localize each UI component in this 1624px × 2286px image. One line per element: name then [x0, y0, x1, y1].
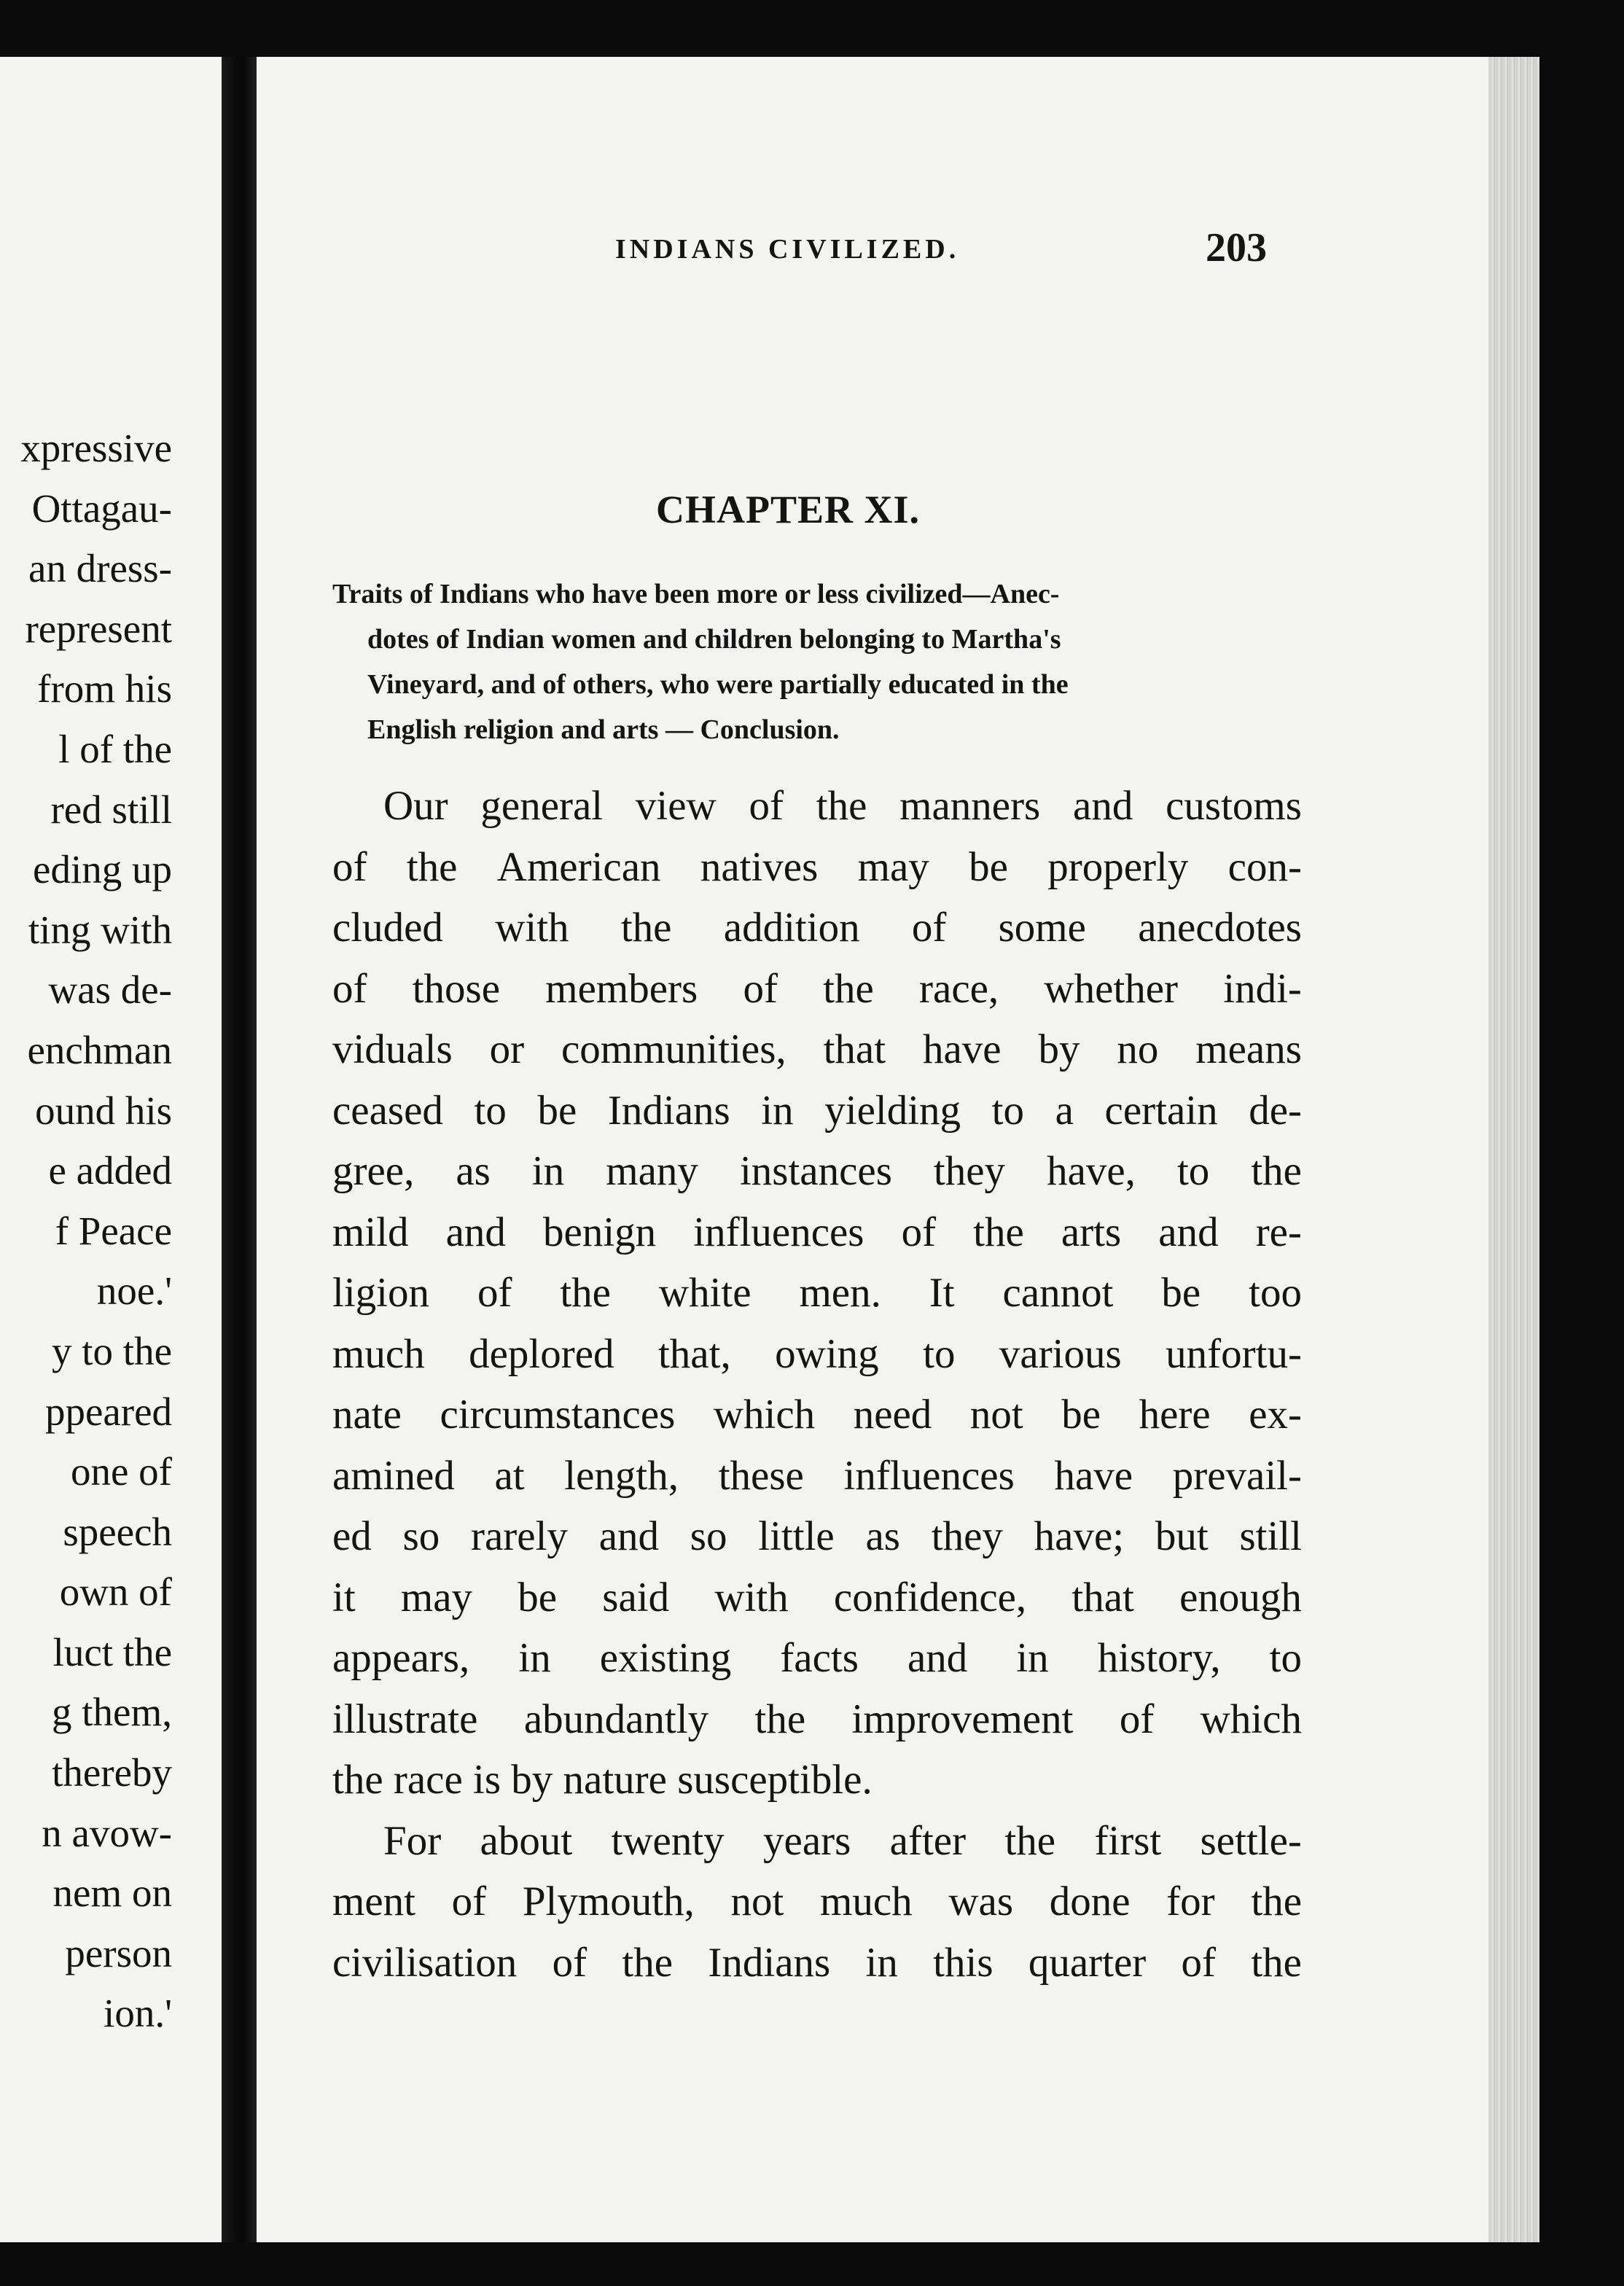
page-number: 203 — [1206, 225, 1267, 270]
body-line: of the American natives may be properly con- — [332, 843, 1302, 890]
body-line: gree, as in many instances they have, to the — [332, 1148, 1302, 1194]
summary-line: English religion and arts — Conclusion. — [367, 714, 840, 745]
left-page-text — [0, 418, 172, 2044]
body-line: of those members of the race, whether indi- — [332, 965, 1302, 1012]
left-page-fragment — [0, 57, 222, 2242]
left-page-line: person — [65, 1930, 172, 1975]
left-page-line: luct the — [52, 1629, 172, 1674]
left-page-line: ting with — [28, 907, 172, 952]
left-page-line: own of — [59, 1569, 172, 1615]
left-page-line: y to the — [52, 1328, 172, 1373]
book-gutter — [222, 57, 257, 2242]
body-line: the race is by nature susceptible. — [332, 1757, 872, 1803]
left-page-line: red still — [50, 787, 172, 832]
page-edge — [1488, 57, 1539, 2242]
summary-line: Vineyard, and of others, who were partially educated in the — [367, 669, 1069, 700]
left-page-line: from his — [37, 666, 172, 711]
body-line: Our general view of the manners and customs — [383, 783, 1302, 829]
body-line: For about twenty years after the first settle- — [383, 1817, 1302, 1864]
summary-line: dotes of Indian women and children belonging to Martha's — [367, 624, 1061, 655]
body-line: ment of Plymouth, not much was done for the — [332, 1879, 1302, 1924]
left-page-line: xpressive — [20, 426, 172, 470]
left-page-line: nem on — [52, 1870, 172, 1916]
body-line: illustrate abundantly the improvement of which — [332, 1696, 1302, 1742]
body-line: much deplored that, owing to various unfortu- — [332, 1330, 1302, 1377]
left-page-line: l of the — [58, 726, 172, 771]
left-page-line: was de- — [48, 967, 172, 1013]
body-line: civilisation of the Indians in this quarter of the — [332, 1939, 1302, 1986]
scan-border — [1539, 57, 1624, 2242]
body-line: it may be said with confidence, that enough — [332, 1574, 1302, 1620]
body-line: ed so rarely and so little as they have; but still — [332, 1513, 1302, 1559]
left-page-line: one of — [71, 1449, 172, 1494]
left-page-line: e added — [48, 1148, 172, 1193]
left-page-line: Ottagau- — [31, 485, 172, 531]
left-page-line: noe.' — [96, 1268, 172, 1314]
body-line: ceased to be Indians in yielding to a certain de- — [332, 1087, 1302, 1134]
left-page-line: represent — [25, 606, 172, 651]
body-text — [332, 776, 1302, 1993]
left-page-line: f Peace — [55, 1208, 172, 1253]
body-line: appears, in existing facts and in history, to — [332, 1635, 1302, 1681]
body-line: nate circumstances which need not be here ex- — [332, 1392, 1302, 1437]
body-line: amined at length, these influences have prevail- — [332, 1452, 1302, 1499]
body-line: viduals or communities, that have by no means — [332, 1026, 1302, 1072]
left-page-line: eding up — [33, 847, 172, 892]
body-line: ligion of the white men. It cannot be too — [332, 1270, 1302, 1316]
body-line: cluded with the addition of some anecdotes — [332, 905, 1302, 951]
left-page-line: speech — [63, 1509, 172, 1554]
left-page-line: n avow- — [42, 1810, 172, 1855]
left-page-line: thereby — [52, 1750, 172, 1795]
chapter-title: CHAPTER XI. — [656, 488, 921, 531]
running-head: INDIANS CIVILIZED. — [615, 234, 960, 265]
chapter-summary — [332, 572, 1302, 752]
body-line: mild and benign influences of the arts and re- — [332, 1209, 1302, 1255]
left-page-line: enchman — [27, 1027, 172, 1072]
left-page-line: ppeared — [44, 1389, 172, 1434]
left-page-line: ound his — [35, 1088, 172, 1133]
left-page-line: an dress- — [28, 546, 172, 591]
summary-line: Traits of Indians who have been more or less civilized—Anec- — [332, 579, 1060, 609]
left-page-line: ion.' — [104, 1991, 172, 2036]
left-page-line: g them, — [52, 1690, 172, 1735]
